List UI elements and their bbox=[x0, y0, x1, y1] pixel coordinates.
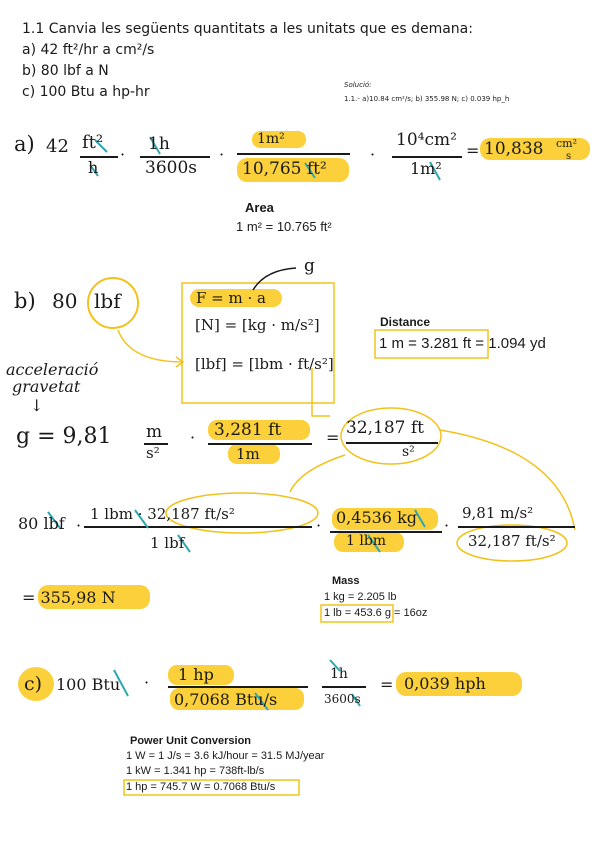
power-box-line1: 1 W = 1 J/s = 3.6 kJ/hour = 31.5 MJ/year bbox=[126, 750, 325, 762]
g-conversion-den: 1m bbox=[236, 445, 260, 463]
dimension-newton: [N] = [kg · m/s²] bbox=[195, 316, 320, 334]
part-c-label: c) bbox=[24, 673, 43, 695]
mass-box-line2: 1 lb = 453.6 g = 16oz bbox=[324, 607, 428, 619]
c1-den: 1 lbf bbox=[150, 534, 185, 552]
part-c-f1-den: 0,7068 Btu/s bbox=[174, 690, 278, 709]
part-a-result-unit-den: s bbox=[566, 151, 572, 162]
dimension-lbf: [lbf] = [lbm · ft/s²] bbox=[195, 355, 334, 373]
part-b-label: b) bbox=[14, 289, 36, 313]
arrow-to-g bbox=[253, 268, 296, 290]
dot-operator: · bbox=[370, 145, 376, 164]
area-box-line: 1 m² = 10.765 ft² bbox=[236, 219, 332, 234]
dot-operator: · bbox=[316, 516, 322, 535]
question-item-c: c) 100 Btu a hp-hr bbox=[22, 84, 150, 100]
distance-box-title: Distance bbox=[380, 315, 431, 329]
question-item-a: a) 42 ft²/hr a cm²/s bbox=[22, 42, 155, 58]
distance-box-line: 1 m = 3.281 ft = 1.094 yd bbox=[379, 335, 546, 352]
mass-box-title: Mass bbox=[332, 575, 360, 587]
part-a-unit-den: h bbox=[88, 158, 99, 177]
power-box-line2: 1 kW = 1.341 hp = 738ft-lb/s bbox=[126, 765, 265, 777]
dot-operator: · bbox=[120, 145, 126, 164]
dot-operator: · bbox=[76, 516, 82, 535]
part-a-f1-den: 3600s bbox=[145, 158, 197, 178]
solution-text: 1.1.- a)10.84 cm²/s; b) 355.98 N; c) 0.039 hp_h bbox=[344, 95, 510, 103]
newton-formula: F = m · a bbox=[196, 289, 266, 307]
part-a-f2-num: 1m² bbox=[257, 131, 285, 147]
part-b-result: = 355,98 N bbox=[22, 588, 116, 607]
g-label: g bbox=[304, 256, 315, 276]
part-b-value: 80 bbox=[52, 289, 78, 313]
part-c-value: 100 Btu bbox=[56, 675, 121, 694]
part-a-result: 10,838 bbox=[484, 139, 544, 159]
c2-den: 1 lbm bbox=[346, 533, 387, 549]
dot-operator: · bbox=[219, 145, 225, 164]
note-gravetat: gravetat bbox=[12, 377, 81, 396]
power-box-line3: 1 hp = 745.7 W = 0.7068 Btu/s bbox=[126, 781, 276, 793]
question-item-b: b) 80 lbf a N bbox=[22, 63, 109, 79]
part-a-result-unit-num: cm² bbox=[556, 137, 578, 150]
equals-sign: = bbox=[380, 675, 394, 694]
mass-box-line1: 1 kg = 2.205 lb bbox=[324, 591, 397, 603]
dot-operator: · bbox=[144, 673, 150, 692]
part-b-unit: lbf bbox=[94, 289, 121, 313]
part-a-value: 42 bbox=[46, 136, 69, 157]
part-a-f3-num: 10⁴cm² bbox=[396, 130, 457, 150]
arrow-lbf-to-formula bbox=[118, 330, 183, 362]
part-a-f2-den: 10,765 ft² bbox=[242, 159, 327, 179]
note-acceleracio: acceleració bbox=[6, 360, 99, 379]
g-equation-left: g = 9,81 bbox=[16, 424, 112, 449]
power-box-title: Power Unit Conversion bbox=[130, 735, 252, 747]
part-c-f1-num: 1 hp bbox=[178, 665, 214, 684]
c2-num: 0,4536 kg bbox=[336, 508, 418, 527]
part-a-label: a) bbox=[14, 132, 35, 156]
question-title: 1.1 Canvia les següents quantitats a les unitats que es demana: bbox=[22, 21, 473, 37]
part-a-f3-den: 1m² bbox=[410, 159, 442, 178]
c1-num: 1 lbm · 32,187 ft/s² bbox=[90, 505, 235, 523]
part-c-f2-num: 1h bbox=[330, 666, 348, 682]
g-unit-den: s² bbox=[146, 444, 160, 462]
g-unit-num: m bbox=[146, 422, 163, 442]
part-c-f2-den: 3600s bbox=[324, 692, 361, 706]
line2-start: 80 lbf bbox=[18, 514, 65, 533]
dot-operator: · bbox=[190, 428, 196, 447]
part-c-result: 0,039 hph bbox=[404, 674, 486, 693]
dot-operator: · bbox=[444, 516, 450, 535]
g-conversion-num: 3,281 ft bbox=[214, 420, 282, 440]
c3-den: 32,187 ft/s² bbox=[468, 532, 556, 550]
part-a-unit-num: ft² bbox=[82, 132, 104, 153]
equals-sign: = bbox=[326, 428, 340, 447]
solution-heading: Solució: bbox=[344, 81, 372, 89]
g-result-den: s² bbox=[402, 444, 415, 460]
equals-sign: = bbox=[466, 141, 480, 160]
c3-num: 9,81 m/s² bbox=[462, 504, 534, 522]
area-box-title: Area bbox=[245, 200, 274, 215]
g-result-num: 32,187 ft bbox=[346, 418, 425, 438]
down-arrow-icon: ↓ bbox=[30, 396, 44, 415]
part-a-f1-num: 1h bbox=[148, 134, 170, 154]
arrow-g-to-c1 bbox=[290, 455, 345, 492]
